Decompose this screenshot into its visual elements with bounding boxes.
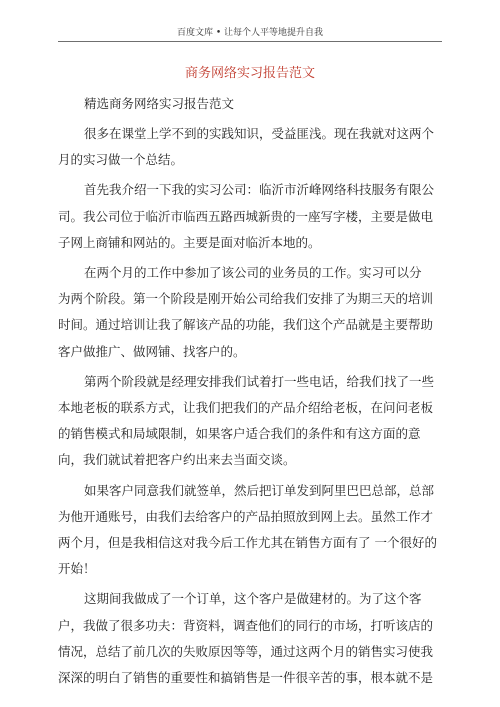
paragraph-line: 情况，总结了前几次的失败原因等等，通过这两个月的销售实习使我: [58, 643, 434, 659]
paragraph-line: 本地老板的联系方式，让我们把我们的产品介绍给老板，在问问老板: [58, 400, 434, 416]
paragraph-6: [58, 586, 434, 691]
paragraph-2: [58, 177, 435, 256]
paragraph-line: 向，我们就试着把客户约出来去当面交谈。: [58, 452, 296, 468]
paragraph-1: [58, 121, 435, 173]
paragraph-line: 两个月，但是我相信这对我今后工作尤其在销售方面有了 一个很好的: [58, 535, 437, 551]
page-header: [0, 0, 500, 42]
paragraph-line: 时间。通过培训让我了解该产品的功能，我们这个产品就是主要帮助: [58, 317, 434, 333]
document-body: [58, 91, 437, 691]
paragraph-line: 在两个月的工作中参加了该公司的业务员的工作。实习可以分: [84, 265, 422, 281]
document-title: 商务网络实习报告范文: [184, 66, 315, 81]
paragraph-line: 如果客户同意我们就签单，然后把订单发到阿里巴巴总部，总部: [84, 482, 435, 498]
paragraph-line: 户，我做了很多功夫：背资料，调查他们的同行的市场，打听该店的: [58, 617, 434, 633]
paragraph-5: [58, 478, 437, 583]
paragraph-line: 首先我介绍一下我的实习公司：临沂市沂峰网络科技服务有限公: [84, 182, 435, 198]
paragraph-line: 这期间我做成了一个订单，这个客户是做建材的。为了这个客: [84, 591, 422, 607]
paragraph-line: 为两个阶段。第一个阶段是刚开始公司给我们安排了为期三天的培训: [58, 291, 434, 307]
paragraph-line: 月的实习做一个总结。: [58, 152, 184, 168]
paragraph-line: 第两个阶段就是经理安排我们试着打一些电话，给我们找了一些: [84, 373, 435, 389]
paragraph-4: [58, 369, 435, 474]
header-text: 百度文库 • 让每个人平等地提升自我: [176, 28, 324, 38]
paragraph-line: 的销售模式和局域限制，如果客户适合我们的条件和有这方面的意: [58, 426, 421, 442]
paragraph-line: 客户做推广、做网铺、找客户的。: [58, 343, 246, 359]
header-divider: [58, 41, 442, 42]
document-subtitle: 精选商务网络实习报告范文: [84, 96, 235, 111]
paragraph-line: 很多在课堂上学不到的实践知识，受益匪浅。现在我就对这两个: [84, 126, 435, 141]
paragraph-line: 为他开通账号，由我们去给客户的产品拍照放到网上去。虽然工作才: [58, 508, 434, 524]
paragraph-3: [58, 260, 434, 365]
paragraph-line: 子网上商铺和网站的。主要是面对临沂本地的。: [58, 234, 321, 250]
paragraph-line: 深深的明白了销售的重要性和搞销售是一件很辛苦的事，根本就不是: [58, 670, 434, 686]
paragraph-line: 开始！: [58, 561, 96, 577]
paragraph-line: 司。我公司位于临沂市临西五路西城新贵的一座写字楼，主要是做电: [58, 208, 434, 224]
